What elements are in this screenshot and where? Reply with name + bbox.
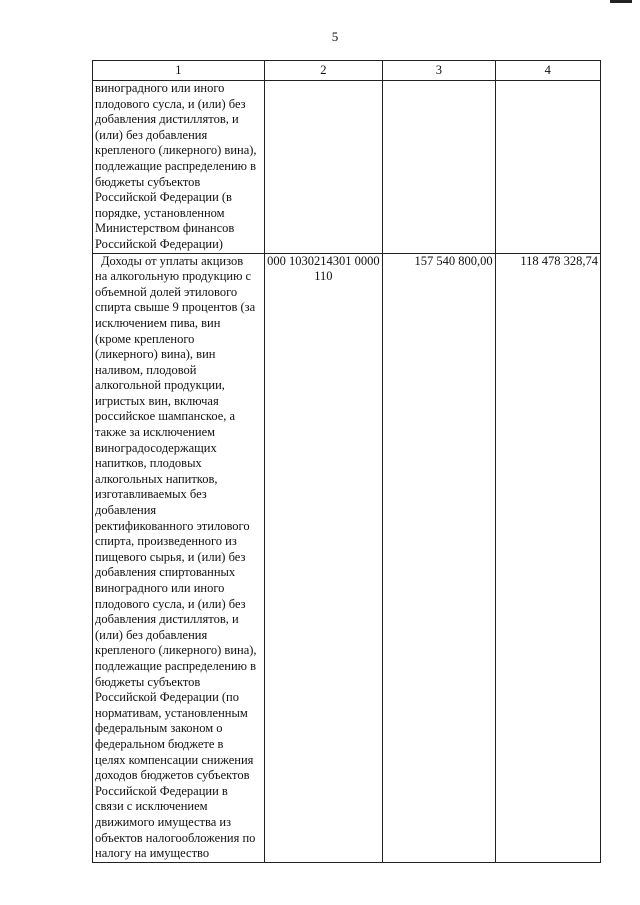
description-line: исключением пива, вин — [95, 315, 221, 330]
description-line: Российской Федерации) — [95, 236, 223, 251]
description-line: крепленого (ликерного) вина), — [95, 143, 257, 158]
description-line: нормативам, установленным — [95, 705, 248, 720]
description-line: добавления дистиллятов, и — [95, 112, 239, 127]
description-line: Доходы от уплаты акцизов — [101, 253, 244, 268]
table-row — [93, 81, 601, 254]
row-code — [264, 253, 382, 862]
description-line: федеральном бюджете в — [95, 736, 224, 751]
column-header-4: 4 — [495, 61, 600, 81]
description-line: (или) без добавления — [95, 627, 208, 642]
description-line: добавления спиртованных — [95, 565, 236, 580]
description-line: порядке, установленном — [95, 205, 225, 220]
row-code-line-2: 110 — [314, 269, 333, 284]
row-value-col4: 118 478 328,74 — [495, 253, 600, 862]
description-line: наливом, плодовой — [95, 362, 197, 377]
description-line: Министерством финансов — [95, 221, 235, 236]
description-line: подлежащие распределению в — [95, 658, 257, 673]
description-line: целях компенсации снижения — [95, 752, 254, 767]
row-code — [264, 81, 382, 254]
description-line: пищевого сырья, и (или) без — [95, 549, 246, 564]
description-line: спирта, произведенного из — [95, 534, 237, 549]
description-line: алкогольных напитков, — [95, 471, 218, 486]
description-line: Российской Федерации в — [95, 783, 228, 798]
description-line: ректификованного этилового — [95, 518, 250, 533]
description-line: также за исключением — [95, 425, 216, 440]
description-line: Российской Федерации (по — [95, 690, 239, 705]
description-line: крепленого (ликерного) вина), — [95, 643, 257, 658]
row-code-line-1: 000 1030214301 0000 — [267, 253, 380, 268]
column-header-2: 2 — [264, 61, 382, 81]
description-line: доходов бюджетов субъектов — [95, 768, 250, 783]
description-line: виноградного или иного — [95, 581, 225, 595]
revenue-table — [92, 60, 601, 863]
column-header-1: 1 — [93, 61, 265, 81]
column-header-3: 3 — [383, 61, 495, 81]
page-number: 5 — [331, 29, 339, 44]
description-line: Российской Федерации (в — [95, 190, 232, 205]
description-line: связи с исключением — [95, 799, 208, 814]
row-value-col3 — [383, 81, 495, 254]
description-line: на алкогольную продукцию с — [95, 269, 252, 284]
description-line: виноградного или иного — [95, 81, 225, 95]
description-line: виноградосодержащих — [95, 440, 217, 455]
row-description — [93, 253, 265, 862]
description-line: федеральным законом о — [95, 721, 223, 736]
scan-artifact-mark — [610, 0, 632, 3]
description-line: алкогольной продукции, — [95, 378, 225, 393]
description-line: добавления дистиллятов, и — [95, 612, 239, 627]
row-value-col4 — [495, 81, 600, 254]
description-line: объектов налогообложения по — [95, 830, 256, 845]
description-line: российское шампанское, а — [95, 409, 236, 424]
description-line: бюджеты субъектов — [95, 174, 201, 189]
description-line: объемной долей этилового — [95, 284, 238, 299]
table-row — [93, 253, 601, 862]
description-line: напитков, плодовых — [95, 456, 202, 471]
description-line: спирта свыше 9 процентов (за — [95, 300, 256, 315]
description-line: налогу на имущество — [95, 846, 210, 861]
description-line: добавления — [95, 503, 157, 518]
description-line: плодового сусла, и (или) без — [95, 596, 246, 611]
description-line: движимого имущества из — [95, 814, 232, 829]
row-value-col3: 157 540 800,00 — [383, 253, 495, 862]
table-header-row — [93, 61, 601, 81]
description-line: подлежащие распределению в — [95, 158, 257, 173]
description-line: плодового сусла, и (или) без — [95, 96, 246, 111]
description-line: (ликерного) вина), вин — [95, 347, 216, 362]
description-line: (кроме крепленого — [95, 331, 195, 346]
description-line: бюджеты субъектов — [95, 674, 201, 689]
row-description — [93, 81, 265, 254]
description-line: изготавливаемых без — [95, 487, 207, 502]
description-line: (или) без добавления — [95, 127, 208, 142]
description-line: игристых вин, включая — [95, 393, 219, 408]
